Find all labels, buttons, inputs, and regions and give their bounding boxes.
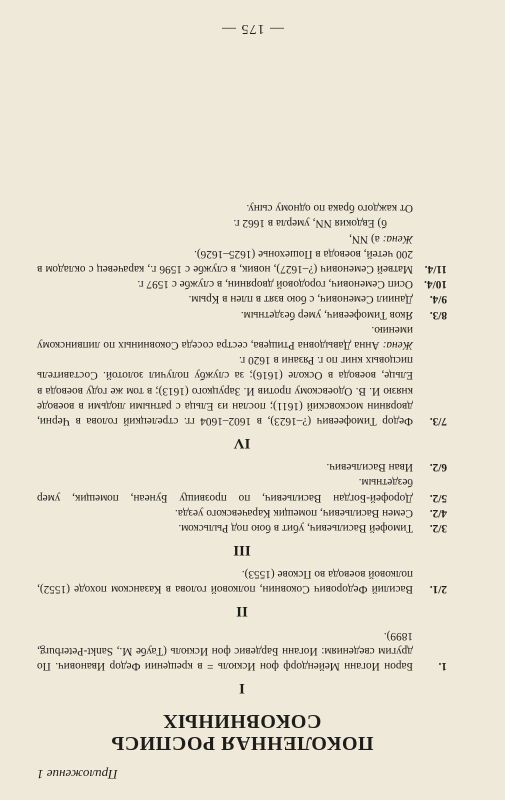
entry-number: 6/2.: [429, 461, 447, 474]
entry-number: 5/2.: [429, 491, 447, 504]
entry-text: Тимофей Васильевич, убит в бою под Рыльском.: [178, 521, 413, 534]
genealogy-entry: [37, 352, 447, 428]
entry-text: Иван Васильевич.: [326, 461, 413, 474]
entry-number: 8/3.: [429, 308, 447, 321]
section-heading-2: II: [236, 603, 248, 620]
section-heading-4: IV: [233, 434, 251, 451]
title-line-2: СОКОВНИНЫХ: [162, 710, 322, 732]
appendix-label: Приложение 1: [37, 767, 118, 782]
page-number: — 175 —: [221, 21, 284, 36]
genealogy-entry: [37, 520, 447, 535]
section-heading-3: III: [233, 541, 251, 558]
entry-number: 3/2.: [429, 521, 447, 534]
page-content: [37, 200, 447, 782]
entry-number: 2/1.: [429, 583, 447, 596]
spouse-text: Анна Давыдовна Ртищева, сестра соседа Соковниных по липвинскому имению.: [36, 323, 413, 351]
entry-text: Федор Тимофеевич (?–1623), в 1602–1604 гг. стрелецкий голова в Черни, дворянин московский (1611); послан из Ельца с ратными людьми в воеводе князю И. В. Одоевскому против И. Заруцкого (1613); в том же году воевода в Ельце, воевода в Осколе (1616); за службу получил золотой. Составитель писцовых книг по г. Рязани в 1620 г.: [37, 354, 413, 427]
entry-number: 7/3.: [429, 414, 447, 427]
section-heading-1: I: [239, 680, 245, 696]
entry-text: Василий Федорович Соковнин, полковой голова в Казанском походе (1552), полковой воевода во Пскове (1553).: [37, 568, 413, 596]
entry-number: 10/4.: [424, 278, 447, 291]
entry-number: 1.: [438, 660, 447, 672]
family-note: От каждого брака по одному сыну.: [246, 202, 413, 215]
genealogy-entry: [37, 276, 447, 291]
genealogy-entry: [37, 291, 447, 306]
entry-text: Семен Васильевич, помещик Карачевского уезда.: [174, 506, 413, 519]
entry-text: Дорофей-Богдан Васильевич, по прозвищу Бунеан, помещик, умер бездетным.: [37, 476, 413, 504]
genealogy-entry: [37, 306, 447, 321]
entry-text: Осип Семенович, городовой дворянин, в службе с 1597 г.: [137, 278, 413, 291]
genealogy-entry: [37, 566, 447, 596]
entry-text: Яков Тимофеевич, умер бездетным.: [240, 308, 413, 321]
genealogy-entry: [37, 627, 447, 673]
spouse-note: [37, 230, 447, 245]
spouse-note: [37, 322, 447, 352]
spouse-text: а) NN,: [349, 232, 380, 245]
entry-number: 11/4.: [424, 262, 447, 275]
genealogy-entry: [37, 459, 447, 474]
entry-text: Даниил Семенович, с бою взят в плен в Крым.: [188, 293, 413, 306]
spouse-entry: б) Евдокия NN, умерла в 1662 г.: [233, 217, 387, 230]
page-title: [37, 710, 447, 754]
entry-text: Матвей Семенович (?–1627), новик, в службе с 1596 г., карачевец с окладом в 200 четей, воевода в Пошехонье (1625–1626).: [37, 247, 413, 275]
entry-number: 9/4.: [429, 293, 447, 306]
genealogy-entry: [37, 474, 447, 504]
entry-text: Барон Иоганн Мейендорф фон Искюль = в крещении Федор Иванович. По другим сведениям: Иоганн Бардевис фон Искюль (Таубе М., Sankt-Peterburg, 1899).: [37, 629, 413, 672]
spouse-label: Жена:: [382, 338, 413, 351]
genealogy-entry: [37, 246, 447, 276]
genealogy-entry: [37, 505, 447, 520]
title-line-1: ПОКОЛЕННАЯ РОСПИСЬ: [110, 732, 374, 754]
entry-number: 4/2.: [429, 506, 447, 519]
spouse-label: Жена:: [382, 232, 413, 245]
